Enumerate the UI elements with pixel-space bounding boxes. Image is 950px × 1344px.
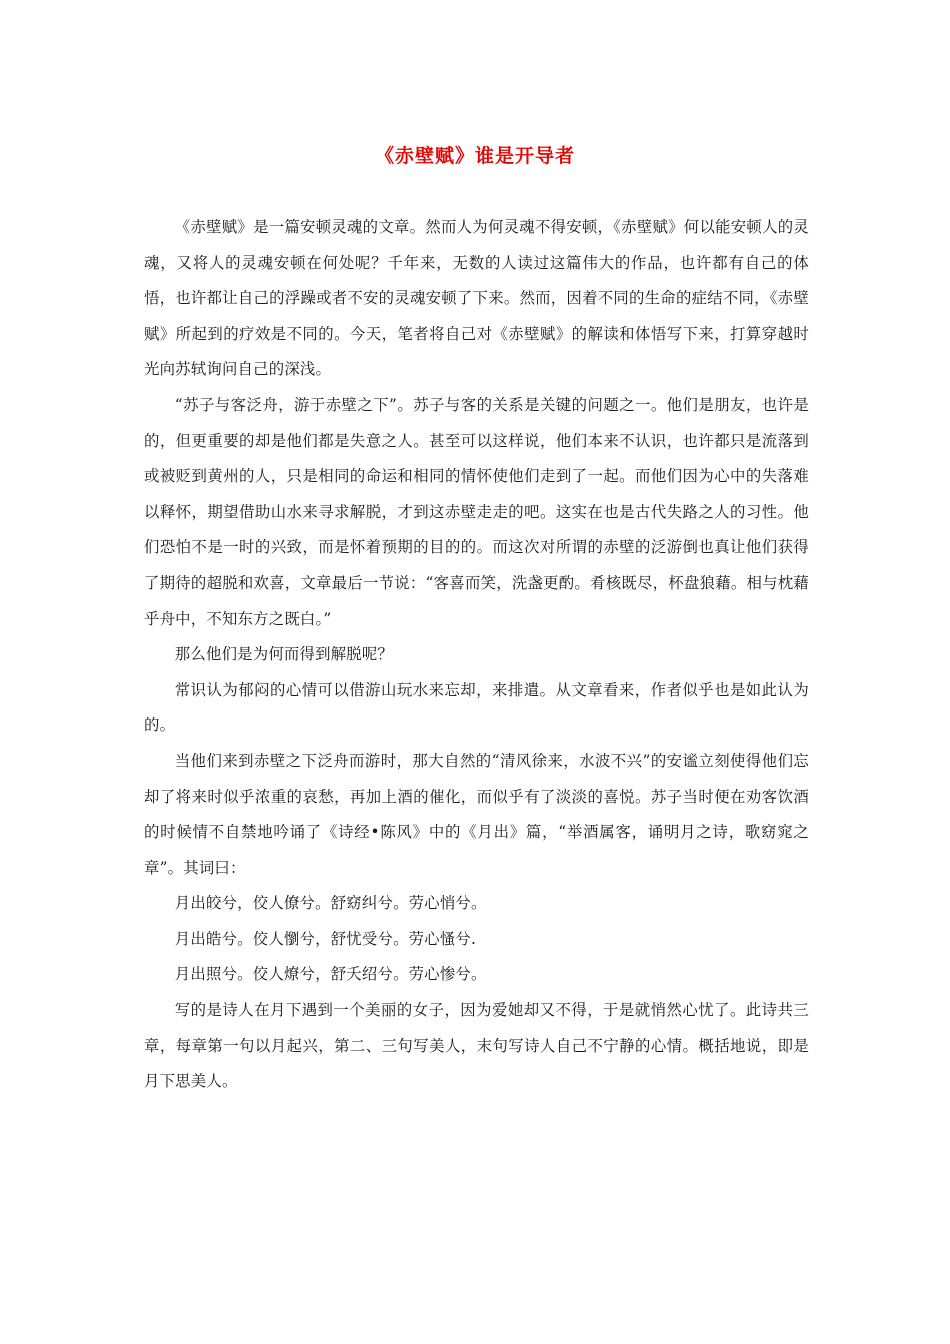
poem-line-2: 月出皓兮。佼人懰兮，舒忧受兮。劳心慅兮. bbox=[174, 929, 477, 948]
poem-line-3: 月出照兮。佼人燎兮，舒夭绍兮。劳心惨兮。 bbox=[174, 965, 487, 984]
paragraph-intro: 《赤壁赋》是一篇安顿灵魂的文章。然而人为何灵魂不得安顿，《赤壁赋》何以能安顿人的灵魂，又将人的灵魂安顿在何处呢？千年来，无数的人读过这篇伟大的作品，也许都有自己的体悟，也许都让自己的浮躁或者不安的灵魂安顿了下来。然而，因着不同的生命的症结不同，《赤壁赋》所起到的疗效是不同的。今天，笔者将自己对《赤壁赋》的解读和体悟写下来，打算穿越时光向苏轼询问自己的深浅。 bbox=[144, 218, 809, 379]
paragraph-boat-trip: 当他们来到赤壁之下泛舟而游时，那大自然的“清风徐来，水波不兴”的安谧立刻使得他们忘却了将来时似乎浓重的哀愁，再加上酒的催化，而似乎有了淡淡的喜悦。苏子当时便在劝客饮酒的时候情不自禁地吟诵了《诗经•陈风》中的《月出》篇，“举酒属客，诵明月之诗，歌窈窕之章”。其词曰： bbox=[144, 751, 809, 877]
paragraph-su-zi-and-guest: “苏子与客泛舟，游于赤壁之下”。苏子与客的关系是关键的问题之一。他们是朋友，也许是的，但更重要的却是他们都是失意之人。甚至可以这样说，他们本来不认识，也许都只是流落到或被贬到黄州的人，只是相同的命运和相同的情怀使他们走到了一起。而他们因为心中的失落难以释怀，期望借助山水来寻求解脱，才到这赤壁走走的吧。这实在也是古代失路之人的习性。他们恐怕不是一时的兴致，而是怀着预期的目的的。而这次对所谓的赤壁的泛游倒也真让他们获得了期待的超脱和欢喜，文章最后一节说：“客喜而笑，洗盏更酌。肴核既尽，杯盘狼藉。相与枕藉乎舟中，不知东方之既白。” bbox=[144, 395, 809, 628]
paragraph-common-sense: 常识认为郁闷的心情可以借游山玩水来忘却，来排遣。从文章看来，作者似乎也是如此认为的。 bbox=[144, 680, 809, 735]
paragraph-question: 那么他们是为何而得到解脱呢？ bbox=[174, 645, 394, 664]
poem-line-1: 月出皎兮，佼人僚兮。舒窈纠兮。劳心悄兮。 bbox=[174, 894, 487, 913]
paragraph-poem-explanation: 写的是诗人在月下遇到一个美丽的女子，因为爱她却又不得，于是就悄然心忧了。此诗共三章，每章第一句以月起兴，第二、三句写美人，末句写诗人自己不宁静的心情。概括地说，即是月下思美人。 bbox=[144, 1001, 809, 1091]
document-body bbox=[144, 210, 809, 1100]
document-title: 《赤壁赋》谁是开导者 bbox=[374, 145, 575, 167]
